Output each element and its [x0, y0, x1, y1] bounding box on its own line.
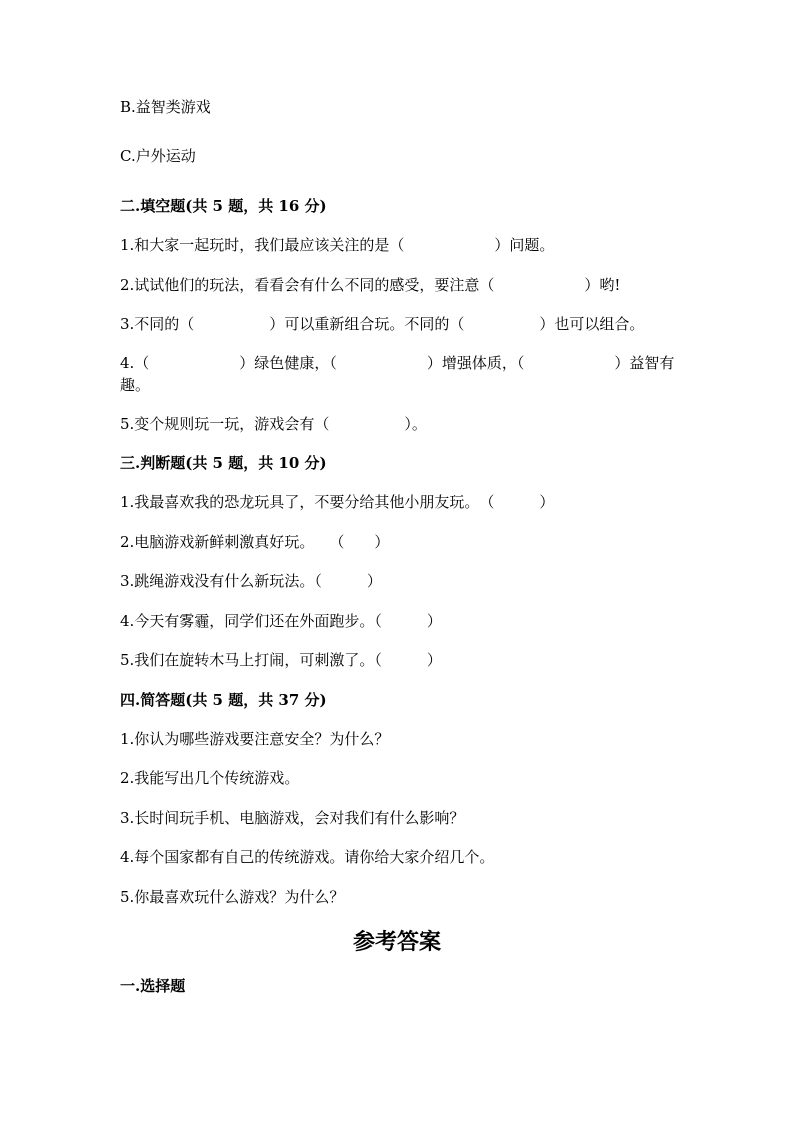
short-answer-question-1: 1.你认为哪些游戏要注意安全？为什么？ — [120, 730, 390, 748]
short-answer-question-2: 2.我能写出几个传统游戏。 — [120, 769, 300, 787]
answer-key-title: 参考答案 — [352, 929, 441, 955]
fill-blank-question-4: 4.（ ）绿色健康，（ ）增强体质，（ ）益智有趣。 — [120, 354, 675, 394]
fill-blank-question-3: 3.不同的（ ）可以重新组合玩。不同的（ ）也可以组合。 — [120, 315, 645, 333]
true-false-question-3: 3.跳绳游戏没有什么新玩法。（ ） — [120, 572, 382, 590]
short-answer-question-5: 5.你最喜欢玩什么游戏？为什么？ — [120, 888, 345, 906]
true-false-question-2: 2.电脑游戏新鲜刺激真好玩。 （ ） — [120, 533, 390, 551]
choice-option-b: B.益智类游戏 — [120, 98, 211, 116]
section-heading-true-false: 三.判断题(共 5 题，共 10 分) — [120, 454, 327, 472]
section-heading-fill-blank: 二.填空题(共 5 题，共 16 分) — [120, 197, 327, 215]
true-false-question-5: 5.我们在旋转木马上打闹，可刺激了。（ ） — [120, 651, 442, 669]
fill-blank-question-1: 1.和大家一起玩时，我们最应该关注的是（ ）问题。 — [120, 236, 555, 254]
short-answer-question-4: 4.每个国家都有自己的传统游戏。请你给大家介绍几个。 — [120, 848, 495, 866]
short-answer-question-3: 3.长时间玩手机、电脑游戏，会对我们有什么影响？ — [120, 809, 465, 827]
true-false-question-1: 1.我最喜欢我的恐龙玩具了，不要分给其他小朋友玩。 （ ） — [120, 493, 555, 511]
section-heading-short-answer: 四.简答题(共 5 题，共 37 分) — [120, 691, 327, 709]
answer-section-heading-choice: 一.选择题 — [120, 977, 186, 995]
fill-blank-question-2: 2.试试他们的玩法，看看会有什么不同的感受，要注意（ ）哟! — [120, 276, 621, 294]
choice-option-c: C.户外运动 — [120, 147, 196, 165]
fill-blank-question-5: 5.变个规则玩一玩，游戏会有（ ）。 — [120, 415, 427, 433]
true-false-question-4: 4.今天有雾霾，同学们还在外面跑步。（ ） — [120, 612, 442, 630]
